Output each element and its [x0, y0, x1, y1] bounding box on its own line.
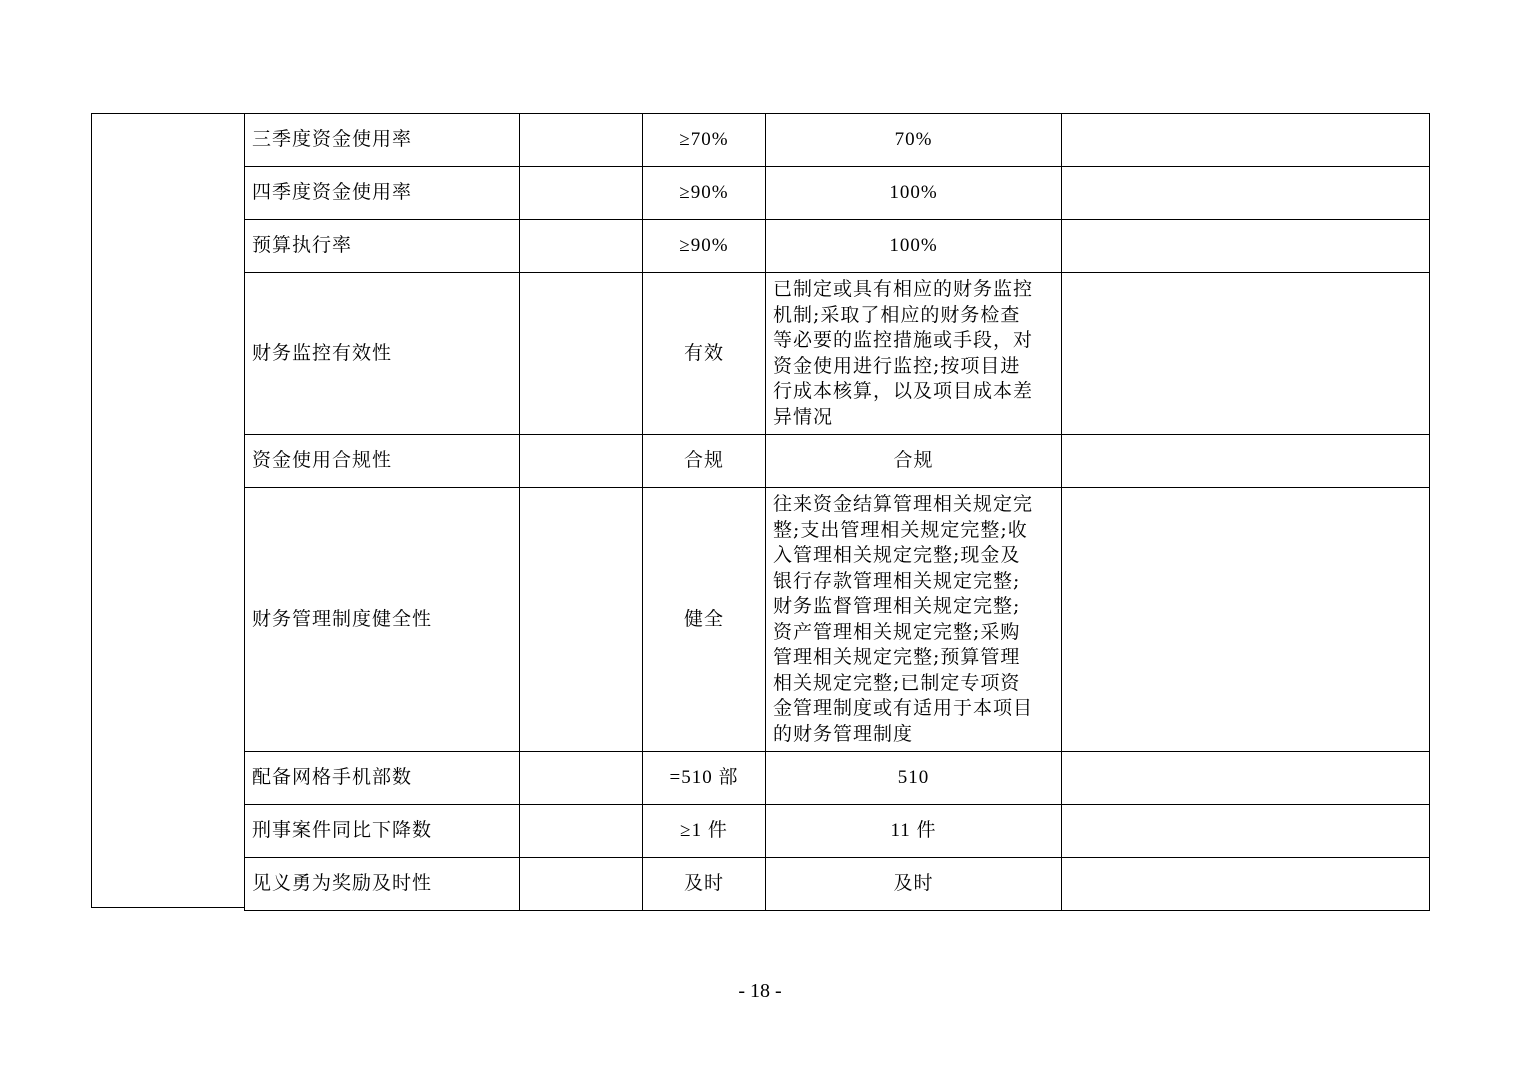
- empty-cell: [520, 167, 643, 220]
- indicator-name: 财务监控有效性: [245, 273, 520, 435]
- note-cell: [1062, 167, 1430, 220]
- table-row: [245, 220, 1430, 273]
- note-cell: [1062, 435, 1430, 488]
- actual-line: 等必要的监控措施或手段，对: [773, 329, 1034, 351]
- table-row: [245, 752, 1430, 805]
- actual-value: 100%: [766, 167, 1062, 220]
- target-value: ≥70%: [643, 114, 766, 167]
- actual-value: [766, 273, 1062, 435]
- target-value: =510 部: [643, 752, 766, 805]
- indicator-name: 刑事案件同比下降数: [245, 805, 520, 858]
- actual-line: 机制;采取了相应的财务检查: [773, 303, 1021, 326]
- category-cell-continued: [91, 113, 244, 908]
- indicator-name: 预算执行率: [245, 220, 520, 273]
- page-number: - 18 -: [738, 980, 782, 1002]
- performance-indicator-table: [244, 113, 1430, 911]
- actual-line: 资金使用进行监控;按项目进: [773, 354, 1021, 377]
- actual-line: 行成本核算，以及项目成本差: [773, 380, 1034, 402]
- target-value: 有效: [643, 273, 766, 435]
- indicator-name: 资金使用合规性: [245, 435, 520, 488]
- target-value: ≥90%: [643, 167, 766, 220]
- target-value: ≥90%: [643, 220, 766, 273]
- actual-line: 已制定或具有相应的财务监控: [773, 278, 1034, 300]
- table-row: [245, 858, 1430, 911]
- actual-line: 整;支出管理相关规定完整;收: [773, 518, 1028, 541]
- target-value: ≥1 件: [643, 805, 766, 858]
- actual-value: [766, 488, 1062, 752]
- empty-cell: [520, 805, 643, 858]
- note-cell: [1062, 220, 1430, 273]
- target-value: 及时: [643, 858, 766, 911]
- actual-value: 100%: [766, 220, 1062, 273]
- empty-cell: [520, 220, 643, 273]
- note-cell: [1062, 752, 1430, 805]
- actual-line: 金管理制度或有适用于本项目: [773, 697, 1034, 719]
- target-value: 合规: [643, 435, 766, 488]
- table-row: [245, 488, 1430, 752]
- actual-line: 财务监督管理相关规定完整;: [773, 595, 1021, 617]
- indicator-name: 四季度资金使用率: [245, 167, 520, 220]
- actual-line: 异情况: [773, 405, 834, 428]
- actual-line: 的财务管理制度: [773, 722, 914, 745]
- actual-value: 11 件: [766, 805, 1062, 858]
- actual-line: 相关规定完整;已制定专项资: [773, 671, 1021, 694]
- note-cell: [1062, 273, 1430, 435]
- empty-cell: [520, 752, 643, 805]
- actual-line: 管理相关规定完整;预算管理: [773, 646, 1021, 668]
- note-cell: [1062, 805, 1430, 858]
- empty-cell: [520, 488, 643, 752]
- indicator-name: 配备网格手机部数: [245, 752, 520, 805]
- actual-value: 及时: [766, 858, 1062, 911]
- empty-cell: [520, 435, 643, 488]
- actual-line: 入管理相关规定完整;现金及: [773, 544, 1021, 566]
- table-row: [245, 167, 1430, 220]
- note-cell: [1062, 858, 1430, 911]
- table-row: [245, 114, 1430, 167]
- empty-cell: [520, 114, 643, 167]
- note-cell: [1062, 114, 1430, 167]
- note-cell: [1062, 488, 1430, 752]
- actual-line: 往来资金结算管理相关规定完: [773, 493, 1034, 515]
- indicator-name: 三季度资金使用率: [245, 114, 520, 167]
- indicator-name: 财务管理制度健全性: [245, 488, 520, 752]
- actual-value: 合规: [766, 435, 1062, 488]
- actual-line: 资产管理相关规定完整;采购: [773, 620, 1021, 643]
- target-value: 健全: [643, 488, 766, 752]
- table-row: [245, 273, 1430, 435]
- table-row: [245, 435, 1430, 488]
- actual-line: 银行存款管理相关规定完整;: [773, 569, 1021, 592]
- actual-value: 510: [766, 752, 1062, 805]
- table-row: [245, 805, 1430, 858]
- empty-cell: [520, 858, 643, 911]
- empty-cell: [520, 273, 643, 435]
- indicator-name: 见义勇为奖励及时性: [245, 858, 520, 911]
- actual-value: 70%: [766, 114, 1062, 167]
